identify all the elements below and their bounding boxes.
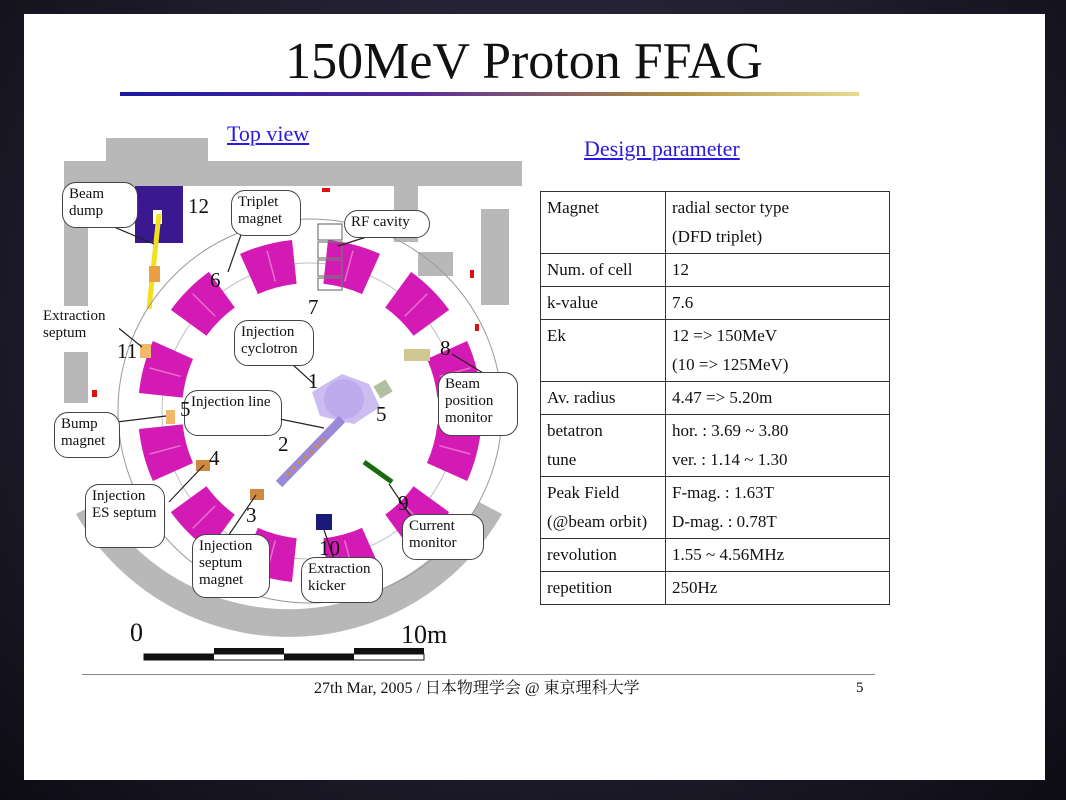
parameter-value: 1.55 ~ 4.56MHz [666,539,890,572]
bpm-block [404,349,430,361]
parameter-value: hor. : 3.69 ~ 3.80 ver. : 1.14 ~ 1.30 [666,415,890,477]
callout-current-monitor: Current monitor [402,514,484,560]
parameter-row [541,477,890,539]
callout-beam-position-monitor: Beam position monitor [438,372,518,436]
current-monitor-bar [364,462,392,482]
parameter-value: 12 => 150MeV (10 => 125MeV) [666,320,890,382]
slide-title: 150MeV Proton FFAG [285,33,763,90]
cell-number-2: 2 [278,432,289,456]
cell-number-8: 8 [440,336,451,360]
extraction-line-element [149,266,160,282]
callout-injection-septum-magnet: Injection septum magnet [192,534,270,598]
callout-extraction-kicker: Extraction kicker [301,557,383,603]
wall-top-bump [106,138,208,164]
parameter-name: Av. radius [541,382,666,415]
parameter-row [541,572,890,605]
scale-bar [144,648,424,660]
cell-number-4: 4 [209,446,220,470]
parameter-row [541,382,890,415]
callout-triplet-magnet: Triplet magnet [231,190,301,236]
cell-number-9: 9 [398,491,409,515]
parameter-row [541,320,890,382]
slide [24,14,1045,780]
footer-text: 27th Mar, 2005 / 日本物理学会 @ 東京理科大学 [314,680,640,697]
wall-top [64,161,522,186]
parameter-row [541,415,890,477]
callout-extraction-septum: Extraction septum [41,306,119,352]
design-parameter-table [540,191,890,605]
wall-right-stub [481,209,509,305]
parameter-row [541,287,890,320]
cell-number-6: 6 [210,268,221,292]
parameter-name: repetition [541,572,666,605]
triplet-magnet-sector [240,240,297,294]
parameter-row [541,192,890,254]
scale-label-zero: 0 [130,618,143,647]
parameter-name: Ek [541,320,666,382]
callout-beam-dump: Beam dump [62,182,138,228]
triplet-magnet-sector [139,424,193,481]
parameter-row [541,539,890,572]
parameter-name: Magnet [541,192,666,254]
bump-magnet-block [166,410,175,424]
cell-number-5-left: 5 [180,397,191,421]
callout-bump-magnet: Bump magnet [54,412,120,458]
cell-number-11: 11 [117,339,138,363]
callout-injection-line: Injection line [184,390,282,436]
footer-divider [82,674,875,675]
cell-number-5-right: 5 [376,402,387,426]
parameter-value: radial sector type (DFD triplet) [666,192,890,254]
callout-injection-cyclotron: Injection cyclotron [234,320,314,366]
parameter-value: 250Hz [666,572,890,605]
extraction-kicker-block [316,514,332,530]
parameter-value: F-mag. : 1.63T D-mag. : 0.78T [666,477,890,539]
top-view-link[interactable]: Top view [227,121,310,146]
cell-number-10: 10 [319,536,340,560]
parameter-value: 12 [666,254,890,287]
triplet-magnet-sector [323,240,380,294]
page-number: 5 [856,680,864,696]
parameter-value: 4.47 => 5.20m [666,382,890,415]
cell-number-7: 7 [308,295,319,319]
parameter-name: Num. of cell [541,254,666,287]
design-parameter-link[interactable]: Design parameter [584,136,740,161]
parameter-name: k-value [541,287,666,320]
parameter-row [541,254,890,287]
parameter-name: betatron tune [541,415,666,477]
accelerator-top-view-diagram [24,14,1045,780]
cell-number-12: 12 [188,194,209,218]
parameter-name: Peak Field (@beam orbit) [541,477,666,539]
parameter-name: revolution [541,539,666,572]
injection-septum-block [250,489,264,500]
scale-label-ten: 10m [401,620,448,649]
cell-number-1: 1 [308,369,319,393]
callout-injection-es-septum: Injection ES septum [85,484,165,548]
cell-number-3: 3 [246,503,257,527]
callout-rf-cavity: RF cavity [344,210,430,238]
parameter-value: 7.6 [666,287,890,320]
